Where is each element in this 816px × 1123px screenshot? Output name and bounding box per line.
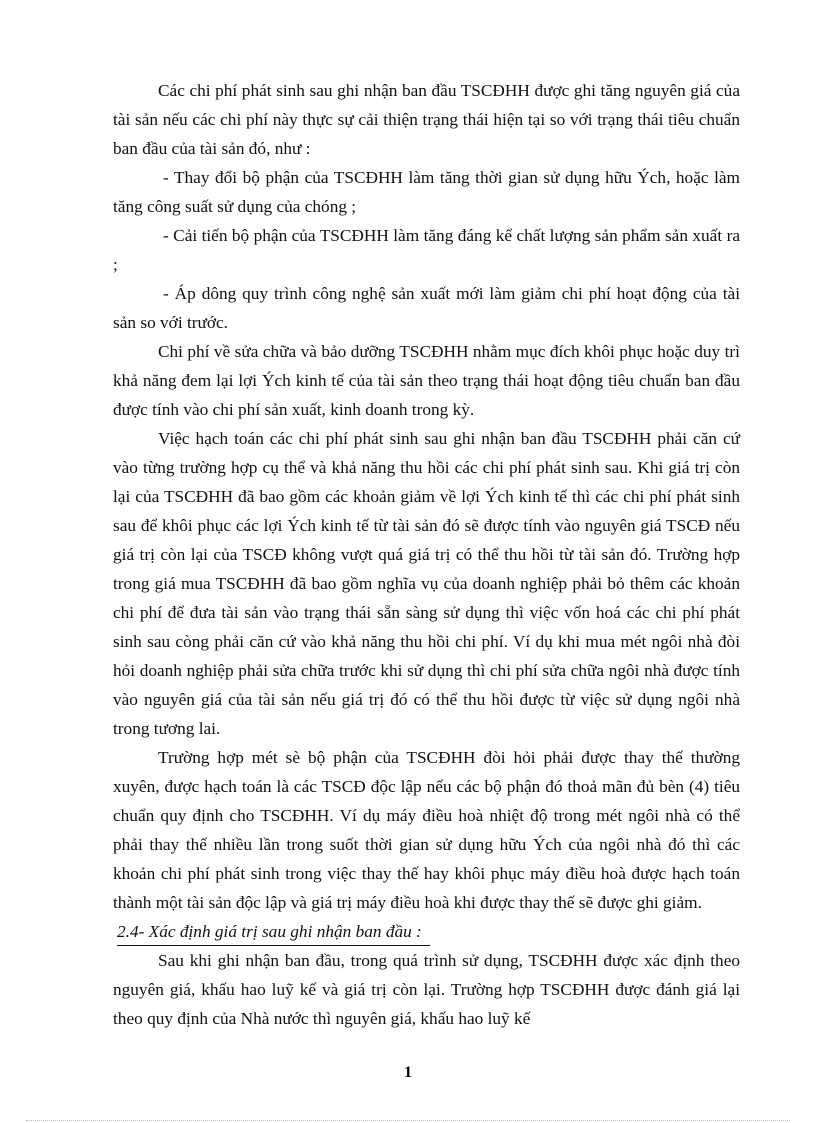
page-bottom-divider	[26, 1120, 790, 1121]
paragraph-repair: Chi phí về sửa chữa và bảo dưỡng TSCĐHH nhằm mục đích khôi phục hoặc duy trì khả năng đem lại lợi Ých kinh tế của tài sản theo trạng thái hoạt động tiêu chuẩn ban đầu được tính vào chi phí sản xuất, kinh doanh trong kỳ.	[113, 342, 740, 419]
section-heading-row	[113, 917, 740, 946]
page-number: 1	[404, 1064, 412, 1081]
bullet-item: - Áp dông quy trình công nghệ sản xuất mới làm giảm chi phí hoạt động của tài sản so với trước.	[113, 284, 740, 332]
paragraph-accounting: Việc hạch toán các chi phí phát sinh sau ghi nhận ban đầu TSCĐHH phải căn cứ vào từng trường hợp cụ thể và khả năng thu hồi các chi phí phát sinh sau. Khi giá trị còn lại của TSCĐHH đã bao gồm các khoản giảm về lợi Ých kinh tế thì các chi phí phát sinh sau để khôi phục các lợi Ých kinh tế từ tài sản đó sẽ được tính vào nguyên giá TSCĐ nếu giá trị còn lại của TSCĐ không vượt quá giá trị có thể thu hồi từ tài sản đó. Trường hợp trong giá mua TSCĐHH đã bao gồm nghĩa vụ của doanh nghiệp phải bỏ thêm các khoản chi phí để đưa tài sản vào trạng thái sẵn sàng sử dụng thì việc vốn hoá các chi phí phát sinh sau còng phải căn cứ vào khả năng thu hồi chi phí. Ví dụ khi mua mét ngôi nhà đòi hỏi doanh nghiệp phải sửa chữa trước khi sử dụng thì chi phí sửa chữa ngôi nhà được tính vào nguyên giá của tài sản nếu giá trị đó có thể thu hồi được từ việc sử dụng ngôi nhà trong tương lai.	[113, 429, 740, 738]
section-heading: 2.4- Xác định giá trị sau ghi nhận ban đầu :	[117, 919, 430, 946]
paragraph-intro: Các chi phí phát sinh sau ghi nhận ban đầu TSCĐHH được ghi tăng nguyên giá của tài sản nếu các chi phí này thực sự cải thiện trạng thái hiện tại so với trạng thái tiêu chuẩn ban đầu của tài sản đó, như :	[113, 81, 740, 158]
bullet-item: - Cải tiến bộ phận của TSCĐHH làm tăng đáng kể chất lượng sản phẩm sản xuất ra ;	[113, 226, 740, 274]
document-page	[113, 76, 740, 1033]
bullet-item: - Thay đổi bộ phận của TSCĐHH làm tăng thời gian sử dụng hữu Ých, hoặc làm tăng công suất sử dụng của chóng ;	[113, 168, 740, 216]
paragraph-subsequent: Sau khi ghi nhận ban đầu, trong quá trình sử dụng, TSCĐHH được xác định theo nguyên giá, khấu hao luỹ kế và giá trị còn lại. Trường hợp TSCĐHH được đánh giá lại theo quy định của Nhà nước thì nguyên giá, khấu hao luỹ kế	[113, 951, 740, 1028]
paragraph-replacement: Trường hợp mét sè bộ phận của TSCĐHH đòi hỏi phải được thay thế thường xuyên, được hạch toán là các TSCĐ độc lập nếu các bộ phận đó thoả mãn đủ bèn (4) tiêu chuẩn quy định cho TSCĐHH. Ví dụ máy điều hoà nhiệt độ trong mét ngôi nhà có thể phải thay thế nhiều lần trong suốt thời gian sử dụng hữu Ých của ngôi nhà đó thì các khoản chi phí phát sinh trong việc thay thế hay khôi phục máy điều hoà được hạch toán thành một tài sản độc lập và giá trị máy điều hoà khi được thay thế sẽ được ghi giảm.	[113, 748, 740, 912]
